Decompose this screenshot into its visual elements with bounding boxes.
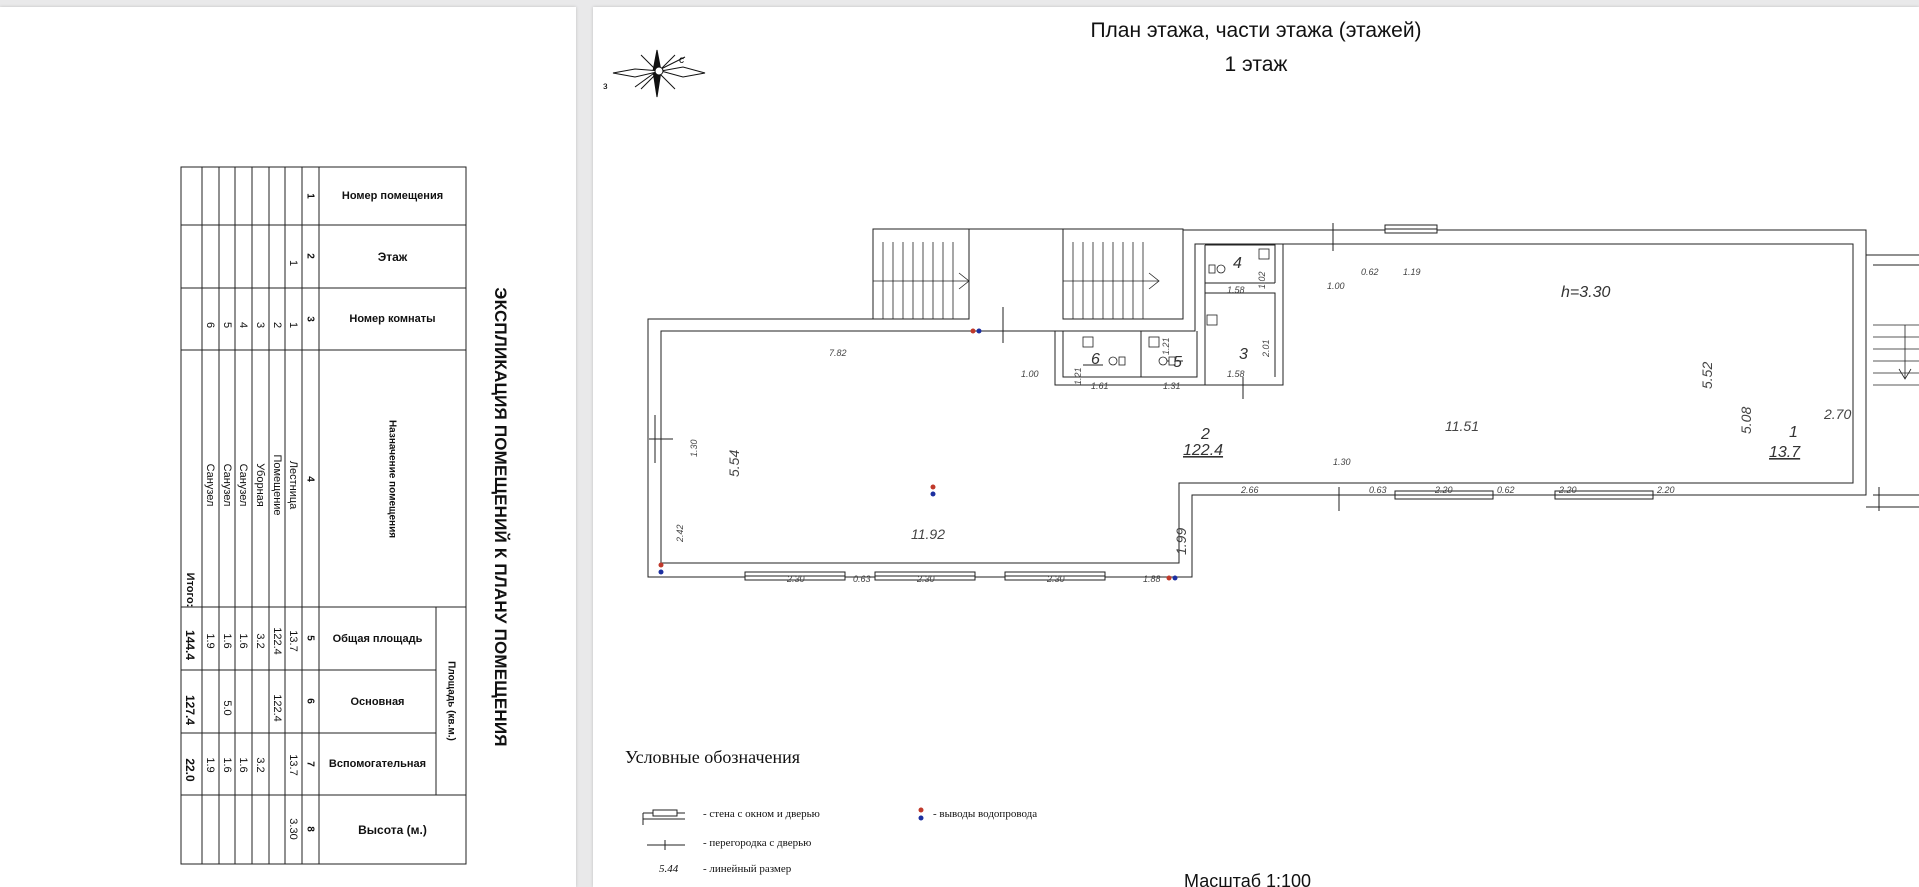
stairs-right bbox=[1873, 313, 1919, 407]
header-aux-area: Вспомогательная bbox=[328, 758, 427, 770]
room-number: 3 bbox=[254, 321, 266, 329]
ceiling-height-label: h=3.30 bbox=[1561, 284, 1611, 301]
legend-water: - выводы водопровода bbox=[933, 808, 1038, 820]
header-main-area: Основная bbox=[350, 695, 405, 708]
dimension-label: 5.54 bbox=[726, 449, 742, 477]
dimension-label: 1.02 bbox=[1257, 271, 1267, 289]
totals-label: Итого: bbox=[184, 572, 196, 608]
col-no: 3 bbox=[304, 316, 316, 322]
room-number: 4 bbox=[237, 321, 249, 329]
room-number-label: 1 bbox=[1789, 424, 1798, 441]
room-number: 5 bbox=[221, 321, 233, 329]
aux-area: 13.7 bbox=[287, 754, 299, 776]
col-no: 8 bbox=[304, 826, 316, 832]
dimension-label: 1.19 bbox=[1403, 267, 1421, 277]
dimension-label: 2.01 bbox=[1261, 339, 1271, 357]
dimension-label: 2.66 bbox=[1241, 485, 1259, 495]
legend-partition: - перегородка с дверью bbox=[703, 837, 812, 849]
dimension-label: 5.08 bbox=[1738, 406, 1754, 434]
walls bbox=[648, 229, 1919, 577]
floor-plan-sheet bbox=[593, 7, 1919, 887]
total-area: 122.4 bbox=[271, 627, 283, 655]
room-purpose: Санузел bbox=[221, 463, 233, 507]
legend-title: Условные обозначения bbox=[625, 747, 801, 767]
header-room: Номер комнаты bbox=[349, 313, 436, 325]
windows bbox=[745, 225, 1653, 580]
total-area: 3.2 bbox=[254, 633, 266, 649]
dimension-label: 2.30 bbox=[1047, 574, 1065, 584]
dimension-label: 11.92 bbox=[911, 526, 945, 542]
scale-label: Масштаб 1:100 bbox=[1184, 871, 1312, 887]
aux-area: 1.6 bbox=[221, 757, 233, 773]
header-area-group: Площадь (кв.м.) bbox=[445, 661, 457, 741]
main-area: 5.0 bbox=[221, 700, 233, 716]
legend-linear: - линейный размер bbox=[703, 863, 792, 875]
room-number: 2 bbox=[271, 321, 283, 329]
doors bbox=[649, 223, 1879, 511]
total-area: 1.6 bbox=[237, 633, 249, 649]
header-purpose: Назначение помещения bbox=[386, 419, 398, 539]
dimension-label: 0.62 bbox=[1361, 267, 1379, 277]
dimension-label: 1.21 bbox=[1161, 337, 1171, 355]
explication-title: ЭКСПЛИКАЦИЯ ПОМЕЩЕНИЙ К ПЛАНУ ПОМЕЩЕНИЯ bbox=[491, 287, 510, 747]
room-number-label: 5 bbox=[1173, 354, 1182, 371]
dimension-label: 1.21 bbox=[1073, 367, 1083, 385]
dimension-label: 2.70 bbox=[1824, 406, 1852, 422]
total-area: 1.9 bbox=[204, 633, 216, 649]
total-area: 13.7 bbox=[287, 630, 299, 652]
col-no: 2 bbox=[304, 253, 316, 259]
compass-west: з bbox=[603, 81, 608, 92]
room-purpose: Лестница bbox=[287, 460, 299, 510]
stairs-upper bbox=[873, 242, 1159, 319]
explication-sheet bbox=[0, 7, 576, 887]
dimension-label: 2.30 bbox=[917, 574, 935, 584]
legend-wall: - стена с окном и дверью bbox=[703, 808, 820, 820]
dimension-label: 1.61 bbox=[1091, 381, 1109, 391]
room-purpose: Помещение bbox=[271, 454, 283, 516]
col-no: 1 bbox=[304, 193, 316, 199]
room-number-label: 3 bbox=[1239, 346, 1248, 363]
room-area-label: 122.4 bbox=[1183, 442, 1224, 459]
header-total-area: Общая площадь bbox=[332, 632, 423, 645]
dimension-label: 0.63 bbox=[853, 574, 871, 584]
room-number-label: 6 bbox=[1091, 351, 1100, 368]
totals-total: 144.4 bbox=[183, 629, 197, 661]
room-number-label: 4 bbox=[1233, 255, 1242, 272]
plan-subtitle: 1 этаж bbox=[1224, 53, 1288, 76]
totals-main: 127.4 bbox=[183, 694, 197, 726]
dimension-label: 1.88 bbox=[1143, 574, 1161, 584]
dimension-label: 2.42 bbox=[675, 524, 685, 542]
header-height: Высота (м.) bbox=[358, 822, 427, 837]
col-no: 4 bbox=[304, 476, 316, 482]
room-number: 6 bbox=[204, 321, 216, 329]
dimension-label: 1.00 bbox=[1327, 281, 1345, 291]
header-floor: Этаж bbox=[377, 249, 408, 264]
dimension-label: 2.20 bbox=[1559, 485, 1577, 495]
dimension-label: 1.30 bbox=[1333, 457, 1351, 467]
col-no: 6 bbox=[304, 698, 316, 704]
dimension-label: 1.58 bbox=[1227, 285, 1245, 295]
compass-east: с bbox=[679, 55, 684, 66]
dimension-label: 7.82 bbox=[829, 348, 847, 358]
col-no: 5 bbox=[304, 635, 316, 641]
plan-title: План этажа, части этажа (этажей) bbox=[1090, 19, 1422, 42]
floor-value: 1 bbox=[287, 259, 299, 267]
dimension-label: 1.58 bbox=[1227, 369, 1245, 379]
dimension-label: 0.62 bbox=[1497, 485, 1515, 495]
compass-icon bbox=[613, 50, 705, 97]
dimension-label: 2.30 bbox=[787, 574, 805, 584]
totals-aux: 22.0 bbox=[183, 758, 197, 782]
aux-area: 1.9 bbox=[204, 757, 216, 773]
room-number-label: 2 bbox=[1201, 426, 1210, 443]
total-area: 1.6 bbox=[221, 633, 233, 649]
dimension-label: 5.52 bbox=[1699, 361, 1715, 389]
room-purpose: Санузел bbox=[204, 463, 216, 507]
col-no: 7 bbox=[304, 761, 316, 767]
room-area-label: 13.7 bbox=[1769, 444, 1801, 461]
dimension-label: 1.99 bbox=[1173, 527, 1189, 555]
legend-linear-sample: 5.44 bbox=[659, 863, 679, 875]
dimension-label: 2.20 bbox=[1657, 485, 1675, 495]
dimension-label: 0.63 bbox=[1369, 485, 1387, 495]
room-height: 3.30 bbox=[287, 818, 299, 840]
main-area: 122.4 bbox=[271, 694, 283, 722]
room-purpose: Санузел bbox=[237, 463, 249, 507]
aux-area: 1.6 bbox=[237, 757, 249, 773]
dimension-label: 2.20 bbox=[1435, 485, 1453, 495]
header-room-number: Номер помещения bbox=[341, 190, 444, 202]
dimension-label: 11.51 bbox=[1445, 418, 1479, 434]
room-number: 1 bbox=[287, 321, 299, 329]
room-purpose: Уборная bbox=[254, 463, 266, 507]
dimension-label: 1.30 bbox=[689, 439, 699, 457]
aux-area: 3.2 bbox=[254, 757, 266, 773]
dimension-label: 1.00 bbox=[1021, 369, 1039, 379]
dimension-label: 1.31 bbox=[1163, 381, 1181, 391]
